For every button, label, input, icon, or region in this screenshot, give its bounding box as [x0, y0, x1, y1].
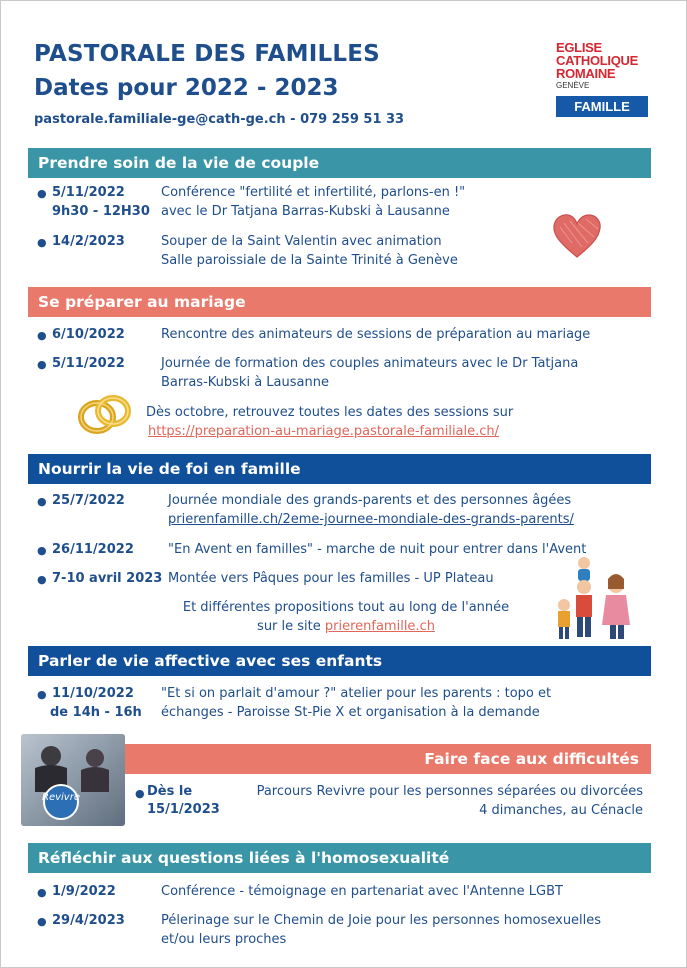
- logo-line-4: GENÈVE: [556, 81, 590, 90]
- event-desc: Pélerinage sur le Chemin de Joie pour les personnes homosexuelles: [161, 913, 602, 928]
- event-date: Dès le: [147, 784, 193, 799]
- bullet: ●: [37, 358, 47, 371]
- event-desc: Montée vers Pâques pour les familles - UP Plateau: [168, 571, 494, 586]
- section-header-mariage: Se préparer au mariage: [28, 287, 651, 317]
- event-date: 25/7/2022: [52, 493, 125, 508]
- bullet: ●: [37, 544, 47, 557]
- bullet: ●: [37, 495, 47, 508]
- bullet: ●: [37, 187, 47, 200]
- event-desc: Journée mondiale des grands-parents et des personnes âgées: [168, 493, 572, 508]
- section-header-homosexualite: Réfléchir aux questions liées à l'homosexualité: [28, 843, 651, 873]
- church-logo: [556, 41, 648, 117]
- bullet: ●: [135, 787, 145, 800]
- bullet: ●: [37, 236, 47, 249]
- revivre-image-text: Revivre: [42, 792, 80, 803]
- wedding-rings-icon: [75, 391, 137, 437]
- page-subtitle: Dates pour 2022 - 2023: [34, 75, 339, 101]
- bullet: ●: [37, 915, 47, 928]
- foi-note: Et différentes propositions tout au long de l'année: [182, 600, 510, 615]
- event-desc: Barras-Kubski à Lausanne: [161, 375, 329, 390]
- section-header-couple: Prendre soin de la vie de couple: [28, 148, 651, 178]
- family-illustration-icon: [554, 553, 644, 641]
- section-header-affective: Parler de vie affective avec ses enfants: [28, 646, 651, 676]
- event-date: 11/10/2022: [52, 686, 134, 701]
- famille-badge: FAMILLE: [556, 96, 648, 117]
- contact-line: pastorale.familiale-ge@cath-ge.ch - 079 259 51 33: [34, 112, 405, 127]
- event-desc: 4 dimanches, au Cénacle: [479, 803, 643, 818]
- event-desc: Conférence - témoignage en partenariat avec l'Antenne LGBT: [161, 884, 563, 899]
- foi-note-prefix: sur le site: [257, 619, 325, 634]
- bullet: ●: [37, 886, 47, 899]
- event-time: de 14h - 16h: [50, 705, 142, 720]
- event-desc: "Et si on parlait d'amour ?" atelier pour les parents : topo et: [161, 686, 552, 701]
- event-desc: "En Avent en familles" - marche de nuit pour entrer dans l'Avent: [168, 542, 587, 557]
- logo-line-2: CATHOLIQUE: [556, 53, 638, 68]
- event-desc: Parcours Revivre pour les personnes séparées ou divorcées: [256, 784, 643, 799]
- mariage-link[interactable]: https://preparation-au-mariage.pastorale-familiale.ch/: [148, 424, 500, 439]
- event-desc: échanges - Paroisse St-Pie X et organisation à la demande: [161, 705, 540, 720]
- event-date-2: 15/1/2023: [147, 802, 220, 817]
- section-header-foi: Nourrir la vie de foi en famille: [28, 454, 651, 484]
- event-time: 9h30 - 12H30: [52, 204, 150, 219]
- event-date: 5/11/2022: [52, 185, 125, 200]
- event-date: 1/9/2022: [52, 884, 116, 899]
- prierenfamille-link[interactable]: prierenfamille.ch: [324, 619, 435, 634]
- logo-line-3: ROMAINE: [556, 66, 616, 81]
- event-desc: Rencontre des animateurs de sessions de préparation au mariage: [161, 327, 591, 342]
- event-desc: avec le Dr Tatjana Barras-Kubski à Lausanne: [161, 204, 450, 219]
- grandparents-link[interactable]: prierenfamille.ch/2eme-journee-mondiale-des-grands-parents/: [168, 512, 574, 527]
- event-desc: Salle paroissiale de la Sainte Trinité à Genève: [161, 253, 458, 268]
- bullet: ●: [37, 688, 47, 701]
- event-desc: et/ou leurs proches: [161, 932, 287, 947]
- event-date: 6/10/2022: [52, 327, 125, 342]
- bullet: ●: [37, 573, 47, 586]
- mariage-note: Dès octobre, retrouvez toutes les dates des sessions sur: [146, 405, 514, 420]
- section-header-difficultes: Faire face aux difficultés: [122, 744, 651, 774]
- event-desc: Souper de la Saint Valentin avec animation: [161, 234, 442, 249]
- foi-note-line2: [151, 617, 541, 636]
- event-date: 26/11/2022: [52, 542, 134, 557]
- revivre-photo: [21, 734, 125, 826]
- event-desc: Conférence "fertilité et infertilité, parlons-en !": [161, 185, 466, 200]
- event-date: 14/2/2023: [52, 234, 125, 249]
- event-date: 5/11/2022: [52, 356, 125, 371]
- bullet: ●: [37, 329, 47, 342]
- heart-icon: [552, 213, 602, 259]
- page-title: PASTORALE DES FAMILLES: [34, 41, 380, 67]
- event-desc: Journée de formation des couples animateurs avec le Dr Tatjana: [161, 356, 579, 371]
- logo-line-1: EGLISE: [556, 40, 602, 55]
- event-date: 29/4/2023: [52, 913, 125, 928]
- event-date: 7-10 avril 2023: [52, 571, 163, 586]
